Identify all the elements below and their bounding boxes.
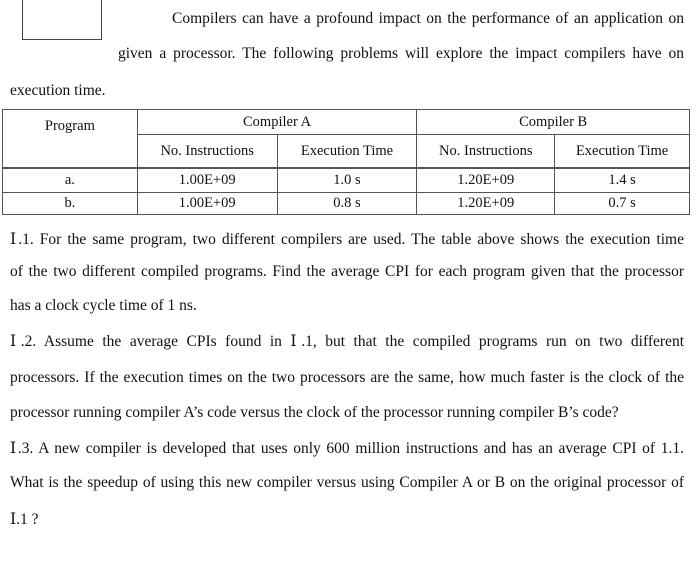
table-row: [3, 168, 690, 193]
question-2-line-2: processors. If the execution times on the two processors are the same, how much faster is the clock of the: [10, 369, 684, 386]
a-time-header: Execution Time: [277, 135, 417, 169]
b-instructions-cell: 1.20E+09: [417, 168, 555, 193]
intro-line-2: given a processor. The following problems will explore the impact compilers have on: [118, 45, 684, 62]
program-cell: a.: [3, 168, 138, 193]
compiler-b-header: Compiler B: [417, 110, 690, 135]
table-header-row: [3, 110, 690, 135]
b-time-cell: 1.4 s: [555, 168, 690, 193]
b-instructions-header: No. Instructions: [417, 135, 555, 169]
question-1-line-3: has a clock cycle time of 1 ns.: [10, 297, 197, 314]
question-3-line-3: Ⅰ.1 ?: [10, 511, 39, 528]
table-row: [3, 193, 690, 215]
a-instructions-cell: 1.00E+09: [137, 168, 277, 193]
b-time-header: Execution Time: [555, 135, 690, 169]
program-cell: b.: [3, 193, 138, 215]
question-3-line-1: Ⅰ.3. A new compiler is developed that uses only 600 million instructions and has an average CPI of 1.1.: [10, 440, 684, 457]
intro-line-1: Compilers can have a profound impact on the performance of an application on: [172, 10, 684, 27]
question-1-line-1: Ⅰ.1. For the same program, two different compilers are used. The table above shows the execution time: [10, 231, 684, 248]
compiler-a-header: Compiler A: [137, 110, 417, 135]
b-time-cell: 0.7 s: [555, 193, 690, 215]
figure-placeholder-box: [22, 0, 102, 40]
question-3-line-2: What is the speedup of using this new compiler versus using Compiler A or B on the original processor of: [10, 474, 684, 491]
a-instructions-header: No. Instructions: [137, 135, 277, 169]
question-2-line-3: processor running compiler A’s code versus the clock of the processor running compiler B’s code?: [10, 404, 619, 421]
program-header: Program: [3, 110, 138, 169]
b-instructions-cell: 1.20E+09: [417, 193, 555, 215]
question-1-line-2: of the two different compiled programs. Find the average CPI for each program given that the processor: [10, 263, 684, 280]
a-time-cell: 0.8 s: [277, 193, 417, 215]
a-time-cell: 1.0 s: [277, 168, 417, 193]
compiler-comparison-table: [2, 109, 690, 215]
intro-line-3: execution time.: [10, 82, 106, 99]
a-instructions-cell: 1.00E+09: [137, 193, 277, 215]
question-2-line-1: Ⅰ.2. Assume the average CPIs found in Ⅰ.1, but that the compiled programs run on two different: [10, 333, 684, 350]
